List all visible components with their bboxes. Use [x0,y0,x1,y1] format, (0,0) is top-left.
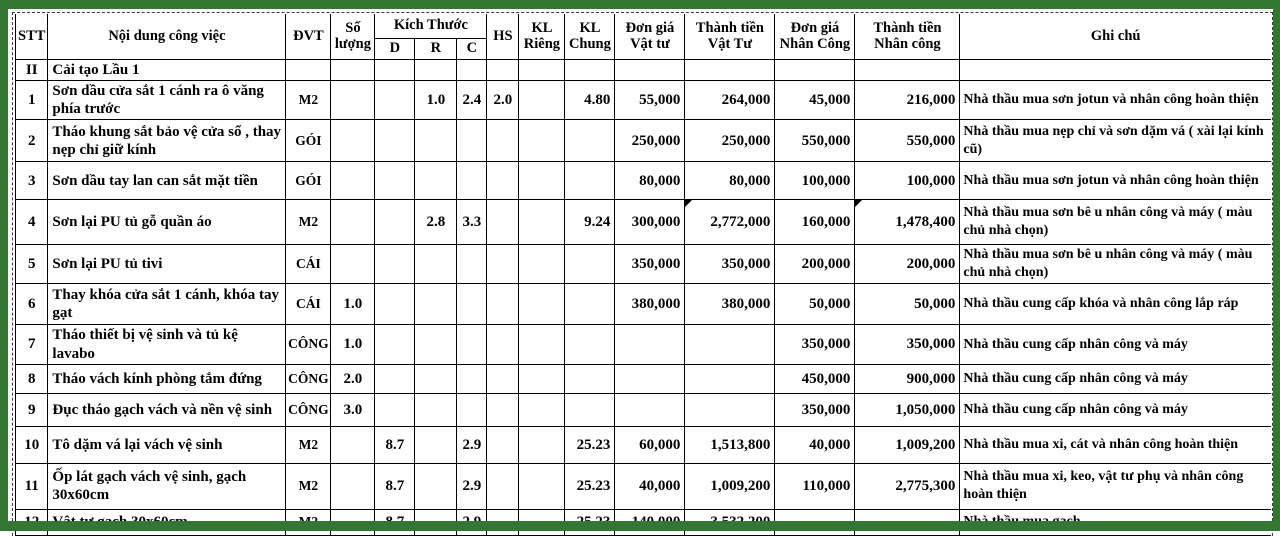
cell-dvt[interactable]: CÁI [286,245,331,284]
cell-noi-dung[interactable]: Đục tháo gạch vách và nền vệ sinh [48,393,286,426]
cell-stt[interactable]: 8 [16,364,48,393]
cell-kich-thuoc-d[interactable]: 8.7 [375,426,415,463]
cell-hs[interactable]: 2.0 [487,80,519,120]
cell-kl-chung[interactable]: 25.23 [565,509,615,535]
cell-dvt[interactable]: CÁI [286,284,331,325]
cell-don-gia-vat-tu[interactable]: 40,000 [615,463,685,509]
cell-ghi-chu[interactable]: Nhà thầu mua nẹp chỉ và sơn dặm vá ( xài lại kính cũ) [960,120,1271,162]
cell-thanh-tien-vat-tu[interactable]: 264,000 [685,80,775,120]
print-area-boundary [12,12,1273,536]
cell-kl-rieng[interactable] [519,463,565,509]
cell-don-gia-vat-tu[interactable] [615,393,685,426]
cell-kl-rieng[interactable] [519,364,565,393]
header-don-gia-nhan-cong: Đơn giá Nhân Công [775,14,855,59]
cell-kich-thuoc-c[interactable]: 2.4 [457,80,487,120]
header-d: D [375,38,415,59]
header-ghi-chu: Ghi chú [960,14,1271,59]
header-c: C [457,38,487,59]
cell-so-luong[interactable] [331,463,375,509]
cell-stt[interactable]: 6 [16,284,48,325]
cell-kich-thuoc-c[interactable] [457,59,487,80]
cell-kich-thuoc-c[interactable]: 2.9 [457,426,487,463]
cost-estimate-table [15,14,1271,536]
cell-ghi-chu[interactable]: Nhà thầu cung cấp khóa và nhân công lắp ráp [960,284,1271,325]
cell-kich-thuoc-c[interactable]: 2.9 [457,463,487,509]
cell-hs[interactable] [487,59,519,80]
cell-thanh-tien-vat-tu[interactable]: 2,772,000 [685,200,775,245]
table-body [16,59,1271,535]
cell-noi-dung[interactable]: Thay khóa cửa sắt 1 cánh, khóa tay gạt [48,284,286,325]
cell-kich-thuoc-c[interactable] [457,245,487,284]
section-row [16,59,1271,80]
cell-don-gia-vat-tu[interactable] [615,325,685,365]
cell-stt[interactable]: 11 [16,463,48,509]
table-row [16,162,1271,200]
cell-don-gia-nhan-cong[interactable]: 100,000 [775,162,855,200]
cell-don-gia-nhan-cong[interactable]: 160,000 [775,200,855,245]
cell-so-luong[interactable] [331,80,375,120]
cell-so-luong[interactable]: 3.0 [331,393,375,426]
cell-kl-chung[interactable] [565,162,615,200]
cell-kl-chung[interactable] [565,59,615,80]
cell-kich-thuoc-r[interactable] [415,393,457,426]
cell-kich-thuoc-r[interactable] [415,364,457,393]
header-kl-chung: KL Chung [565,14,615,59]
cell-kl-chung[interactable] [565,364,615,393]
table-row [16,245,1271,284]
cell-kl-rieng[interactable] [519,59,565,80]
cell-ghi-chu[interactable]: Nhà thầu mua sơn jotun và nhân công hoàn thiện [960,162,1271,200]
header-kl-rieng: KL Riêng [519,14,565,59]
header-kich-thuoc: Kích Thước [375,14,487,38]
cell-dvt[interactable]: M2 [286,80,331,120]
cell-noi-dung[interactable]: Sơn dầu tay lan can sắt mặt tiền [48,162,286,200]
cell-thanh-tien-nhan-cong[interactable]: 900,000 [855,364,960,393]
header-row-1 [16,14,1271,38]
cell-kl-rieng[interactable] [519,200,565,245]
cell-kich-thuoc-r[interactable] [415,509,457,535]
cell-ghi-chu[interactable]: Nhà thầu cung cấp nhân công và máy [960,393,1271,426]
cell-ghi-chu[interactable]: Nhà thầu mua sơn bê u nhân công và máy ( màu chủ nhà chọn) [960,245,1271,284]
cell-don-gia-nhan-cong[interactable]: 350,000 [775,325,855,365]
cell-kich-thuoc-d[interactable] [375,364,415,393]
cell-so-luong[interactable] [331,120,375,162]
cell-kl-rieng[interactable] [519,80,565,120]
cell-kich-thuoc-c[interactable]: 3.3 [457,200,487,245]
cell-kl-rieng[interactable] [519,325,565,365]
comment-marker-icon [855,200,862,207]
cell-stt[interactable]: II [16,59,48,80]
cell-dvt[interactable]: M2 [286,463,331,509]
cell-kl-chung[interactable]: 4.80 [565,80,615,120]
cell-noi-dung[interactable]: Cải tạo Lầu 1 [48,59,286,80]
cell-thanh-tien-vat-tu[interactable]: 3,532,200 [685,509,775,535]
cell-thanh-tien-vat-tu[interactable] [685,364,775,393]
cell-kich-thuoc-r[interactable] [415,463,457,509]
cell-don-gia-vat-tu[interactable] [615,364,685,393]
cell-ghi-chu[interactable]: Nhà thầu mua xi, keo, vật tư phụ và nhân công hoàn thiện [960,463,1271,509]
cell-ghi-chu[interactable]: Nhà thầu mua sơn jotun và nhân công hoàn thiện [960,80,1271,120]
cell-kich-thuoc-d[interactable]: 8.7 [375,463,415,509]
cell-ghi-chu[interactable] [960,59,1271,80]
table-row [16,426,1271,463]
cell-ghi-chu[interactable]: Nhà thầu mua sơn bê u nhân công và máy ( màu chủ nhà chọn) [960,200,1271,245]
cell-kich-thuoc-d[interactable] [375,200,415,245]
cell-hs[interactable] [487,325,519,365]
cell-thanh-tien-vat-tu[interactable]: 350,000 [685,245,775,284]
cell-hs[interactable] [487,364,519,393]
cell-noi-dung[interactable]: Sơn dầu cửa sắt 1 cánh ra ô văng phía trước [48,80,286,120]
cell-stt[interactable]: 7 [16,325,48,365]
cell-kich-thuoc-r[interactable]: 2.8 [415,200,457,245]
header-stt: STT [16,14,48,59]
cell-kl-chung[interactable] [565,245,615,284]
table-row [16,509,1271,535]
cell-hs[interactable] [487,509,519,535]
cell-noi-dung[interactable]: Sơn lại PU tủ tivi [48,245,286,284]
cell-don-gia-nhan-cong[interactable]: 40,000 [775,426,855,463]
table-row [16,120,1271,162]
cell-don-gia-nhan-cong[interactable] [775,509,855,535]
cell-kich-thuoc-d[interactable] [375,393,415,426]
cell-don-gia-vat-tu[interactable] [615,59,685,80]
cell-thanh-tien-nhan-cong[interactable]: 350,000 [855,325,960,365]
cell-don-gia-nhan-cong[interactable] [775,59,855,80]
cell-noi-dung[interactable]: Tô dặm vá lại vách vệ sinh [48,426,286,463]
cell-kl-rieng[interactable] [519,245,565,284]
cell-thanh-tien-nhan-cong[interactable]: 100,000 [855,162,960,200]
table-row [16,325,1271,365]
cell-hs[interactable] [487,284,519,325]
cell-noi-dung[interactable]: Tháo vách kính phòng tắm đứng [48,364,286,393]
header-r: R [415,38,457,59]
cell-kl-rieng[interactable] [519,393,565,426]
cell-kich-thuoc-c[interactable] [457,325,487,365]
cell-don-gia-vat-tu[interactable]: 380,000 [615,284,685,325]
cell-don-gia-vat-tu[interactable]: 250,000 [615,120,685,162]
header-so-luong: Số lượng [331,14,375,59]
cell-thanh-tien-nhan-cong[interactable]: 2,775,300 [855,463,960,509]
cell-don-gia-vat-tu[interactable]: 140,000 [615,509,685,535]
header-don-gia-vat-tu: Đơn giá Vật tư [615,14,685,59]
cell-dvt[interactable]: M2 [286,426,331,463]
cell-thanh-tien-nhan-cong[interactable] [855,509,960,535]
cell-don-gia-nhan-cong[interactable]: 45,000 [775,80,855,120]
cell-hs[interactable] [487,245,519,284]
cell-kich-thuoc-c[interactable] [457,364,487,393]
cell-noi-dung[interactable]: Sơn lại PU tủ gỗ quần áo [48,200,286,245]
cell-dvt[interactable]: GÓI [286,162,331,200]
cell-kich-thuoc-c[interactable] [457,162,487,200]
cell-don-gia-vat-tu[interactable]: 80,000 [615,162,685,200]
cell-kl-chung[interactable] [565,393,615,426]
cell-don-gia-vat-tu[interactable]: 55,000 [615,80,685,120]
cell-kich-thuoc-d[interactable] [375,59,415,80]
cell-kich-thuoc-r[interactable] [415,325,457,365]
cell-kl-rieng[interactable] [519,426,565,463]
cell-thanh-tien-vat-tu[interactable]: 380,000 [685,284,775,325]
cell-kl-rieng[interactable] [519,120,565,162]
cell-kich-thuoc-c[interactable]: 2.9 [457,509,487,535]
cell-don-gia-nhan-cong[interactable]: 350,000 [775,393,855,426]
cell-kl-chung[interactable]: 9.24 [565,200,615,245]
cell-stt[interactable]: 3 [16,162,48,200]
cell-noi-dung[interactable]: Tháo thiết bị vệ sinh và tủ kệ lavabo [48,325,286,365]
cell-kich-thuoc-r[interactable] [415,245,457,284]
cell-hs[interactable] [487,162,519,200]
cell-thanh-tien-nhan-cong[interactable]: 1,009,200 [855,426,960,463]
cell-thanh-tien-vat-tu[interactable]: 80,000 [685,162,775,200]
cell-stt[interactable]: 2 [16,120,48,162]
cell-hs[interactable] [487,463,519,509]
cell-kich-thuoc-r[interactable] [415,284,457,325]
cell-thanh-tien-vat-tu[interactable]: 250,000 [685,120,775,162]
cell-dvt[interactable]: CÔNG [286,393,331,426]
cell-kich-thuoc-r[interactable] [415,59,457,80]
cell-thanh-tien-nhan-cong[interactable]: 1,050,000 [855,393,960,426]
cell-stt[interactable]: 4 [16,200,48,245]
cell-don-gia-vat-tu[interactable]: 350,000 [615,245,685,284]
cell-kich-thuoc-c[interactable] [457,284,487,325]
cell-thanh-tien-vat-tu[interactable] [685,325,775,365]
cell-dvt[interactable]: CÔNG [286,364,331,393]
cell-so-luong[interactable] [331,426,375,463]
cell-stt[interactable]: 12 [16,509,48,535]
cell-dvt[interactable]: CÔNG [286,325,331,365]
cell-so-luong[interactable]: 1.0 [331,284,375,325]
header-dvt: ĐVT [286,14,331,59]
cell-thanh-tien-nhan-cong[interactable]: 50,000 [855,284,960,325]
table-header [16,14,1271,59]
cell-stt[interactable]: 1 [16,80,48,120]
cell-don-gia-nhan-cong[interactable]: 110,000 [775,463,855,509]
header-thanh-tien-vat-tu: Thành tiền Vật Tư [685,14,775,59]
cell-kl-chung[interactable]: 25.23 [565,426,615,463]
cell-kich-thuoc-r[interactable] [415,162,457,200]
cell-thanh-tien-vat-tu[interactable] [685,393,775,426]
header-noi-dung: Nội dung công việc [48,14,286,59]
cell-kich-thuoc-d[interactable]: 8.7 [375,509,415,535]
cell-stt[interactable]: 10 [16,426,48,463]
cell-don-gia-vat-tu[interactable]: 60,000 [615,426,685,463]
cell-don-gia-nhan-cong[interactable]: 450,000 [775,364,855,393]
cell-thanh-tien-nhan-cong[interactable]: 1,478,400 [855,200,960,245]
cell-don-gia-nhan-cong[interactable]: 50,000 [775,284,855,325]
table-row [16,284,1271,325]
cell-hs[interactable] [487,426,519,463]
cell-thanh-tien-vat-tu[interactable]: 1,513,800 [685,426,775,463]
cell-so-luong[interactable]: 2.0 [331,364,375,393]
cell-so-luong[interactable] [331,162,375,200]
table-row [16,393,1271,426]
cell-hs[interactable] [487,393,519,426]
cell-don-gia-vat-tu[interactable]: 300,000 [615,200,685,245]
cell-thanh-tien-nhan-cong[interactable] [855,59,960,80]
cell-kich-thuoc-d[interactable] [375,120,415,162]
cell-hs[interactable] [487,120,519,162]
cell-kl-rieng[interactable] [519,284,565,325]
cell-kl-chung[interactable] [565,325,615,365]
cell-kich-thuoc-d[interactable] [375,162,415,200]
cell-dvt[interactable]: GÓI [286,120,331,162]
cell-kich-thuoc-c[interactable] [457,393,487,426]
cell-thanh-tien-nhan-cong[interactable]: 216,000 [855,80,960,120]
cell-kich-thuoc-d[interactable] [375,245,415,284]
cell-so-luong[interactable] [331,509,375,535]
cell-ghi-chu[interactable]: Nhà thầu mua xi, cát và nhân công hoàn thiện [960,426,1271,463]
cell-noi-dung[interactable]: Vật tư gạch 30x60cm [48,509,286,535]
cell-thanh-tien-nhan-cong[interactable]: 550,000 [855,120,960,162]
table-row [16,200,1271,245]
cell-kich-thuoc-r[interactable] [415,426,457,463]
cell-thanh-tien-vat-tu[interactable]: 1,009,200 [685,463,775,509]
cell-dvt[interactable]: M2 [286,200,331,245]
cell-so-luong[interactable] [331,245,375,284]
cell-kl-chung[interactable] [565,284,615,325]
header-hs: HS [487,14,519,59]
table-row [16,80,1271,120]
cell-kich-thuoc-d[interactable] [375,325,415,365]
table-row [16,463,1271,509]
cell-kich-thuoc-r[interactable] [415,120,457,162]
cell-so-luong[interactable]: 1.0 [331,325,375,365]
cell-thanh-tien-nhan-cong[interactable]: 200,000 [855,245,960,284]
cell-don-gia-nhan-cong[interactable]: 200,000 [775,245,855,284]
cell-kl-chung[interactable] [565,120,615,162]
cell-stt[interactable]: 5 [16,245,48,284]
cell-kich-thuoc-d[interactable] [375,80,415,120]
cell-dvt[interactable] [286,59,331,80]
cell-noi-dung[interactable]: Tháo khung sắt bảo vệ cửa sổ , thay nẹp chỉ giữ kính [48,120,286,162]
header-thanh-tien-nhan-cong: Thành tiền Nhân công [855,14,960,59]
cell-kl-chung[interactable]: 25.23 [565,463,615,509]
cell-kl-rieng[interactable] [519,509,565,535]
table-row [16,364,1271,393]
cell-so-luong[interactable] [331,59,375,80]
comment-marker-icon [685,200,692,207]
cell-hs[interactable] [487,200,519,245]
cell-kl-rieng[interactable] [519,162,565,200]
cell-kich-thuoc-c[interactable] [457,120,487,162]
cell-ghi-chu[interactable]: Nhà thầu mua gạch [960,509,1271,535]
cell-thanh-tien-vat-tu[interactable] [685,59,775,80]
cell-don-gia-nhan-cong[interactable]: 550,000 [775,120,855,162]
cell-so-luong[interactable] [331,200,375,245]
cell-ghi-chu[interactable]: Nhà thầu cung cấp nhân công và máy [960,364,1271,393]
cell-kich-thuoc-d[interactable] [375,284,415,325]
cell-stt[interactable]: 9 [16,393,48,426]
cell-kich-thuoc-r[interactable]: 1.0 [415,80,457,120]
cell-noi-dung[interactable]: Ốp lát gạch vách vệ sinh, gạch 30x60cm [48,463,286,509]
cell-ghi-chu[interactable]: Nhà thầu cung cấp nhân công và máy [960,325,1271,365]
cell-dvt[interactable]: M2 [286,509,331,535]
